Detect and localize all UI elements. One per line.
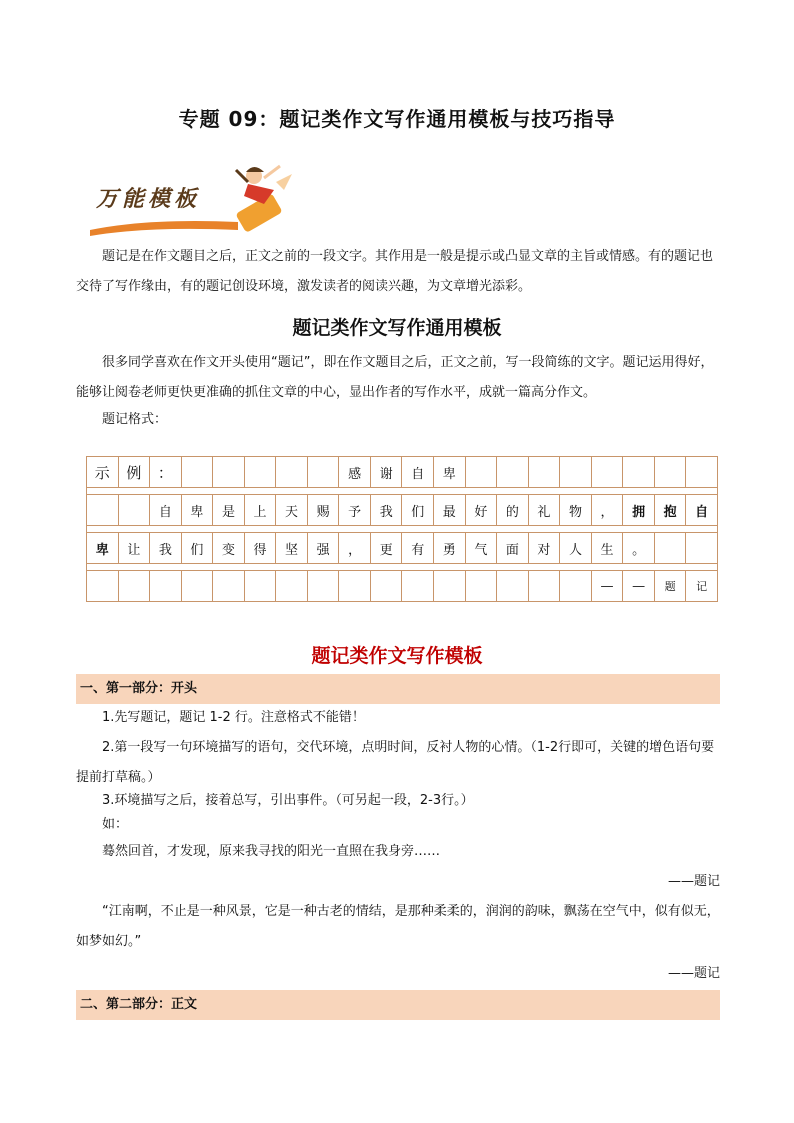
grid-cell: 人 [560,533,592,563]
grid-cell: 的 [497,495,529,525]
section2-title: 题记类作文写作模板 [311,645,483,667]
grid-cell: 赐 [308,495,340,525]
example-1-signature: ——题记 [667,874,720,889]
grid-cell [560,571,592,601]
grid-cell: 面 [497,533,529,563]
grid-row [86,494,718,526]
grid-cell: 让 [119,533,151,563]
grid-cell [276,571,308,601]
item-3: 3.环境描写之后，接着总写，引出事件。（可另起一段，2-3行。） [102,793,474,808]
grid-cell [182,571,214,601]
grid-cell [87,571,119,601]
part2-header: 二、第二部分：正文 [76,990,720,1020]
grid-cell: ， [592,495,624,525]
grid-cell: 卑 [87,533,119,563]
grid-cell: 记 [696,580,708,593]
part1-header: 一、第一部分：开头 [76,674,720,704]
grid-cell [497,457,529,487]
format-label: 题记格式： [102,412,168,427]
example-2: “江南啊，不止是一种风景，它是一种古老的情结，是那种柔柔的，润润的韵味，飘荡在空气中，似有似无，如梦如幻。” [76,904,720,949]
grid-cell: 礼 [529,495,561,525]
grid-cell: 气 [466,533,498,563]
grid-cell: 最 [434,495,466,525]
grid-cell: 变 [213,533,245,563]
grid-cell: 们 [402,495,434,525]
grid-cell: 生 [592,533,624,563]
grid-cell: 示 [87,457,119,487]
grid-cell: 好 [466,495,498,525]
grid-cell: ： [150,457,182,487]
grid-cell [87,495,119,525]
grid-cell [655,457,687,487]
grid-cell [560,457,592,487]
grid-cell [276,457,308,487]
grid-cell: 上 [245,495,277,525]
grid-cell: 我 [150,533,182,563]
grid-row [86,456,718,488]
grid-cell: 卑 [182,495,214,525]
grid-cell [213,457,245,487]
grid-cell [402,571,434,601]
page-title: 专题 09：题记类作文写作通用模板与技巧指导 [178,107,616,131]
grid-cell: — [592,571,624,601]
grid-cell [686,457,717,487]
intro-paragraph: 题记是在作文题目之后，正文之前的一段文字。其作用是一般是提示或凸显文章的主旨或情感。有的题记也交待了写作缘由，有的题记创设环境，激发读者的阅读兴趣，为文章增光添彩。 [76,249,714,294]
grid-cell [434,571,466,601]
grid-cell: 是 [213,495,245,525]
grid-cell [150,571,182,601]
item-2: 2.第一段写一句环境描写的语句，交代环境，点明时间，反衬人物的心情。（1-2行即可，关键的增色语句要提前打草稿。） [76,740,715,785]
grid-cell: 们 [182,533,214,563]
grid-cell [245,571,277,601]
grid-cell: 谢 [371,457,403,487]
grid-cell: 拥 [623,495,655,525]
section1-paragraph: 很多同学喜欢在作文开头使用“题记”，即在作文题目之后，正文之前，写一段简练的文字。题记运用得好，能够让阅卷老师更快更准确的抓住文章的中心，显出作者的写作水平，成就一篇高分作文。 [76,355,714,400]
grid-cell: 自 [695,504,709,520]
item-1: 1.先写题记，题记 1-2 行。注意格式不能错！ [102,710,365,725]
grid-cell [529,457,561,487]
grid-cell [623,457,655,487]
grid-cell: 感 [339,457,371,487]
grid-cell: 有 [402,533,434,563]
grid-row [86,570,718,602]
grid-cell: 予 [339,495,371,525]
grid-cell: 自 [150,495,182,525]
grid-cell: 勇 [434,533,466,563]
banner-text: 万能模板 [96,186,201,212]
grid-cell [245,457,277,487]
grid-cell: 自 [402,457,434,487]
grid-cell [686,533,717,563]
writing-grid [86,456,718,602]
grid-cell [655,533,687,563]
grid-cell: 题 [655,571,687,601]
grid-cell [466,571,498,601]
grid-cell: 得 [245,533,277,563]
section1-title: 题记类作文写作通用模板 [292,317,502,339]
grid-cell [182,457,214,487]
grid-row [86,532,718,564]
example-2-signature: ——题记 [667,966,720,981]
example-1: 蓦然回首，才发现，原来我寻找的阳光一直照在我身旁…… [102,844,441,859]
grid-cell: 。 [623,533,655,563]
grid-cell: 例 [119,457,151,487]
grid-cell: 强 [308,533,340,563]
grid-cell: 坚 [276,533,308,563]
grid-cell [339,571,371,601]
grid-cell: 卑 [434,457,466,487]
grid-cell: 天 [276,495,308,525]
grid-cell: — [623,571,655,601]
banner-logo [88,160,298,240]
grid-cell [308,571,340,601]
grid-cell [592,457,624,487]
grid-cell [119,495,151,525]
grid-cell [213,571,245,601]
grid-cell [119,571,151,601]
grid-cell [308,457,340,487]
grid-cell: 更 [371,533,403,563]
grid-cell: 对 [529,533,561,563]
grid-cell: ， [339,533,371,563]
example-label: 如： [102,817,129,832]
grid-cell: 物 [560,495,592,525]
grid-cell: 抱 [655,495,687,525]
grid-cell [466,457,498,487]
grid-cell [529,571,561,601]
grid-cell [497,571,529,601]
grid-cell [371,571,403,601]
grid-cell: 我 [371,495,403,525]
